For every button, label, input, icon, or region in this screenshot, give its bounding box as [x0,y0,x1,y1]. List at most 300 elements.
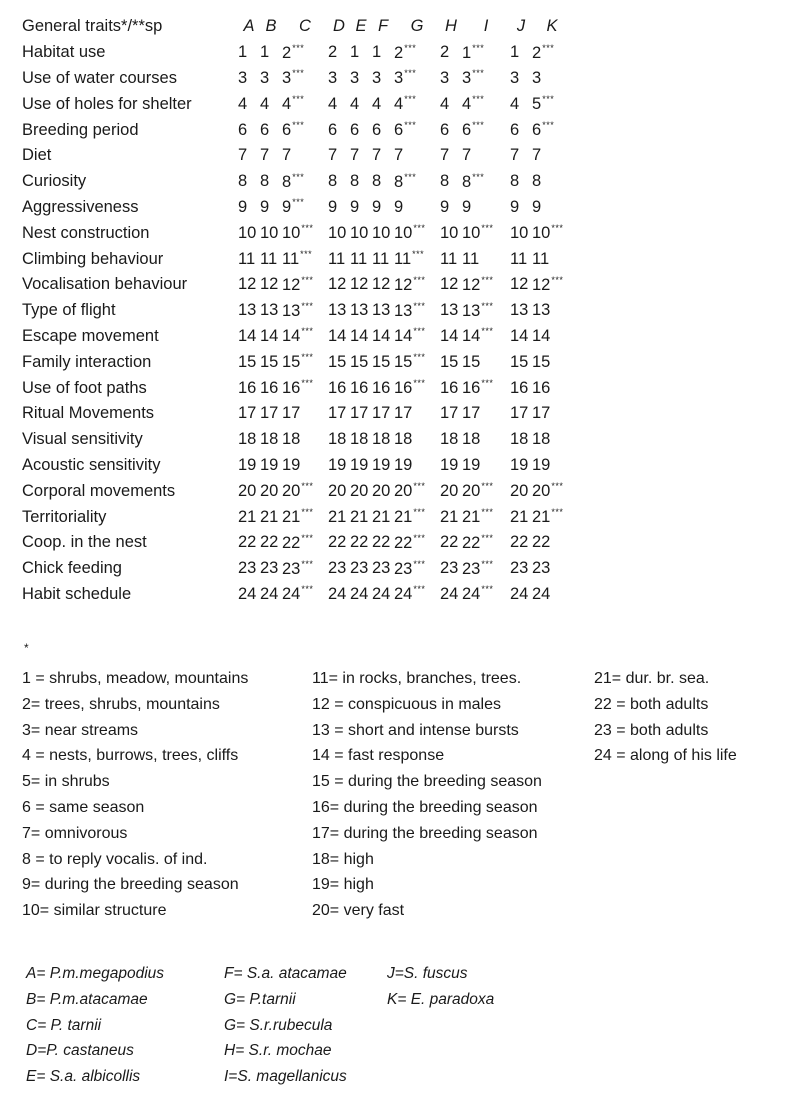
trait-value: 2 [532,43,542,62]
trait-value-cell [440,530,462,556]
trait-value-cell [260,66,282,92]
trait-value: 11 [532,249,550,268]
species-code-header: F [377,17,389,36]
trait-value: 8 [440,172,450,191]
trait-value-cell [372,478,394,504]
species-key-item: B= P.m.atacamae [26,990,148,1008]
trait-value-cell [328,91,350,117]
trait-value: 13 [372,301,391,320]
trait-value: 16 [532,378,551,397]
trait-value: 9 [260,197,270,216]
legend-item: 15 = during the breeding season [312,773,542,791]
trait-value: 13 [350,301,369,320]
trait-value: 6 [282,121,292,140]
trait-value-cell [238,401,260,427]
trait-name: Coop. in the nest [22,533,147,552]
species-code-header: E [355,17,367,36]
legend-column-1 [22,666,248,924]
trait-value: 16 [372,378,391,397]
trait-value-cell [510,220,532,246]
trait-value-cell [394,324,440,350]
trait-value: 7 [282,146,292,165]
trait-value: 23 [440,559,459,578]
trait-value: 14 [260,326,279,345]
significance-marker: *** [413,223,426,234]
legend-item: 11= in rocks, branches, trees. [312,670,522,687]
significance-marker: *** [292,171,305,182]
trait-value: 20 [350,481,369,500]
trait-value: 23 [372,559,391,578]
trait-value: 21 [440,507,459,526]
trait-value-cell [260,375,282,401]
trait-value-cell [282,246,328,272]
trait-value-cell [532,40,572,66]
species-key-item: E= S.a. albicollis [26,1068,141,1086]
trait-value: 8 [532,172,542,191]
trait-value-cell [282,169,328,195]
trait-value: 12 [440,275,459,294]
trait-value: 3 [282,69,292,88]
trait-value: 13 [394,301,413,320]
trait-value-cell [260,91,282,117]
table-row [22,272,572,298]
trait-value: 7 [238,146,248,165]
trait-value: 12 [282,275,301,294]
trait-value-cell [394,556,440,582]
trait-value-cell [350,401,372,427]
trait-value-cell [260,478,282,504]
trait-value: 17 [462,404,481,423]
trait-value-cell [372,246,394,272]
trait-value: 4 [440,94,450,113]
table-row [22,478,572,504]
trait-value: 23 [238,559,257,578]
trait-value-cell [510,91,532,117]
trait-value: 20 [462,482,481,501]
trait-value-cell [238,195,260,221]
trait-value: 5 [532,95,542,114]
trait-value: 15 [462,352,481,371]
trait-value: 9 [532,197,542,216]
trait-value: 19 [394,455,413,474]
table-row [22,66,572,92]
trait-value-cell [462,66,510,92]
trait-value: 14 [350,326,369,345]
species-code-header: B [265,17,277,36]
significance-marker: *** [404,171,417,182]
legend-item: 9= during the breeding season [22,876,239,894]
trait-value: 24 [260,584,279,603]
legend-item: 13 = short and intense bursts [312,721,519,739]
trait-value-cell [372,143,394,169]
trait-value-cell [462,272,510,298]
trait-name: Nest construction [22,223,150,242]
trait-value: 8 [462,172,472,191]
trait-value: 23 [532,559,551,578]
table-row [22,530,572,556]
table-row [22,324,572,350]
trait-value-cell [350,324,372,350]
trait-name: Type of flight [22,301,116,320]
trait-value: 14 [372,326,391,345]
trait-value-cell [260,427,282,453]
trait-value: 13 [260,301,279,320]
trait-value-cell [462,349,510,375]
significance-marker: *** [292,42,305,53]
legend-item: 17= during the breeding season [312,824,538,842]
significance-marker: *** [404,42,417,53]
trait-value-cell [532,478,572,504]
trait-value-cell [238,453,260,479]
trait-value: 8 [372,172,382,191]
species-key-item: G= P.tarnii [224,990,296,1008]
trait-value-cell [238,220,260,246]
trait-name: Use of holes for shelter [22,94,192,113]
trait-value-cell [350,375,372,401]
trait-value: 12 [238,275,257,294]
trait-value: 6 [350,120,360,139]
trait-value-cell [532,220,572,246]
trait-value-cell [260,220,282,246]
trait-value: 7 [440,146,450,165]
table-row [22,220,572,246]
legend-item: 6 = same season [22,798,145,816]
trait-value-cell [532,530,572,556]
trait-value: 13 [328,301,347,320]
trait-value-cell [394,298,440,324]
trait-value-cell [372,556,394,582]
significance-marker: *** [542,94,555,105]
significance-marker: *** [472,171,485,182]
trait-value-cell [462,298,510,324]
trait-value: 23 [260,559,279,578]
trait-value: 19 [462,455,481,474]
trait-value: 6 [440,120,450,139]
trait-name: Escape movement [22,326,159,345]
trait-value-cell [328,40,350,66]
trait-value-cell [282,324,328,350]
trait-value-cell [440,220,462,246]
trait-value: 15 [440,352,459,371]
trait-value: 11 [462,249,480,268]
trait-value-cell [510,401,532,427]
trait-value: 24 [350,584,369,603]
trait-value: 9 [328,197,338,216]
trait-value-cell [282,91,328,117]
trait-value-cell [394,401,440,427]
trait-value-cell [440,556,462,582]
trait-name: Climbing behaviour [22,249,164,268]
species-key-column-1 [26,961,164,1090]
trait-value-cell [510,298,532,324]
significance-marker: *** [481,558,494,569]
trait-value-cell [238,556,260,582]
trait-value: 7 [510,146,520,165]
trait-value: 15 [238,352,257,371]
trait-value-cell [462,220,510,246]
species-code-header: I [483,17,489,36]
trait-value-cell [394,220,440,246]
trait-value-cell [260,324,282,350]
trait-value-cell [440,195,462,221]
trait-value: 1 [462,43,472,62]
significance-marker: *** [551,507,564,518]
trait-value: 24 [394,585,413,604]
trait-value: 8 [328,172,338,191]
trait-value: 9 [350,197,360,216]
trait-value-cell [260,401,282,427]
trait-value-cell [238,117,260,143]
trait-value: 11 [372,249,390,268]
trait-value: 21 [260,507,279,526]
trait-value: 23 [394,559,413,578]
trait-value: 3 [440,68,450,87]
trait-value: 9 [510,197,520,216]
trait-value-cell [532,427,572,453]
table-row [22,427,572,453]
trait-value: 10 [440,223,459,242]
trait-value-cell [532,169,572,195]
significance-marker: *** [551,481,564,492]
trait-value-cell [510,375,532,401]
trait-value: 14 [238,326,257,345]
trait-value-cell [510,427,532,453]
trait-value-cell [260,169,282,195]
trait-value-cell [462,324,510,350]
trait-name: Habitat use [22,43,106,62]
trait-value-cell [372,504,394,530]
species-code-header: K [546,17,558,36]
significance-marker: *** [301,326,314,337]
trait-value-cell [282,556,328,582]
trait-value: 17 [350,404,369,423]
significance-marker: *** [413,300,426,311]
trait-value-cell [282,401,328,427]
significance-marker: *** [481,274,494,285]
trait-value: 23 [462,559,481,578]
trait-name: Breeding period [22,120,139,139]
trait-name: Acoustic sensitivity [22,455,161,474]
general-traits-header: General traits*/**sp [22,17,163,36]
trait-value: 9 [394,197,404,216]
trait-value: 4 [510,94,520,113]
trait-value-cell [462,504,510,530]
trait-value: 15 [282,353,301,372]
species-code-header: C [299,17,311,36]
trait-value: 14 [394,327,413,346]
legend-column-2 [312,666,542,924]
trait-value: 24 [282,585,301,604]
trait-value: 11 [394,250,412,269]
trait-value: 6 [394,121,404,140]
trait-value-cell [532,375,572,401]
trait-name: Use of foot paths [22,378,147,397]
significance-marker: *** [412,249,425,260]
trait-value-cell [350,530,372,556]
significance-marker: *** [472,94,485,105]
trait-value: 17 [372,404,391,423]
trait-value: 11 [282,250,300,269]
significance-marker: *** [301,584,314,595]
trait-value: 1 [260,43,270,62]
significance-marker: *** [472,120,485,131]
trait-name: Territoriality [22,507,107,526]
trait-value-cell [462,530,510,556]
trait-value: 2 [394,43,404,62]
trait-value: 10 [372,223,391,242]
trait-value-cell [238,349,260,375]
significance-marker: *** [404,68,417,79]
trait-value: 24 [532,584,551,603]
trait-value-cell [350,40,372,66]
significance-marker: *** [301,532,314,543]
trait-value-cell [510,195,532,221]
significance-marker: *** [481,378,494,389]
trait-value: 18 [328,430,347,449]
trait-value-cell [282,143,328,169]
trait-value: 20 [532,482,551,501]
trait-value-cell [350,117,372,143]
trait-value: 7 [372,146,382,165]
trait-value-cell [282,453,328,479]
trait-value-cell [462,40,510,66]
trait-value: 17 [440,404,459,423]
significance-marker: *** [292,120,305,131]
trait-value: 24 [462,585,481,604]
trait-value-cell [510,143,532,169]
trait-value-cell [440,453,462,479]
table-row [22,91,572,117]
legend-column-3 [594,666,737,769]
trait-value-cell [328,556,350,582]
trait-value-cell [282,582,328,608]
trait-value-cell [532,272,572,298]
trait-value-cell [238,298,260,324]
trait-value-cell [440,66,462,92]
trait-value-cell [440,349,462,375]
significance-marker: *** [481,507,494,518]
trait-value: 21 [372,507,391,526]
trait-value-cell [238,40,260,66]
species-key-column-3 [387,961,494,1013]
trait-value-cell [372,530,394,556]
trait-value-cell [328,453,350,479]
significance-marker: *** [413,584,426,595]
trait-value: 20 [394,482,413,501]
trait-value: 19 [532,455,551,474]
trait-value: 4 [350,94,360,113]
trait-value-cell [350,427,372,453]
trait-value: 18 [350,430,369,449]
trait-value: 1 [350,43,360,62]
significance-marker: *** [301,223,314,234]
trait-value-cell [510,246,532,272]
trait-value: 3 [394,69,404,88]
trait-value: 18 [462,430,481,449]
trait-value-cell [328,143,350,169]
trait-value: 19 [238,455,257,474]
table-row [22,401,572,427]
legend-item: 1 = shrubs, meadow, mountains [22,670,249,687]
trait-value: 23 [350,559,369,578]
trait-value: 18 [510,430,529,449]
significance-marker: *** [472,42,485,53]
trait-value-cell [238,272,260,298]
trait-value: 18 [372,430,391,449]
trait-value: 24 [238,584,257,603]
trait-value: 9 [282,198,292,217]
trait-value-cell [440,504,462,530]
trait-value: 3 [462,69,472,88]
trait-value: 19 [440,455,459,474]
trait-value: 10 [350,223,369,242]
trait-value-cell [440,91,462,117]
trait-value: 18 [238,430,257,449]
trait-value: 21 [350,507,369,526]
legend-item: 2= trees, shrubs, mountains [22,695,220,713]
trait-value: 8 [260,172,270,191]
trait-value: 11 [328,249,346,268]
trait-value: 7 [532,146,542,165]
trait-value-cell [440,427,462,453]
trait-value-cell [462,169,510,195]
legend-item: 23 = both adults [594,721,709,739]
trait-value: 3 [510,68,520,87]
trait-value: 22 [440,533,459,552]
significance-marker: *** [292,94,305,105]
trait-value: 16 [238,378,257,397]
trait-value-cell [440,40,462,66]
trait-value: 3 [328,68,338,87]
trait-value-cell [350,453,372,479]
trait-value: 12 [394,275,413,294]
trait-value: 10 [532,224,551,243]
trait-value: 8 [238,172,248,191]
table-row [22,246,572,272]
trait-value: 16 [260,378,279,397]
trait-value-cell [282,478,328,504]
trait-value: 14 [440,326,459,345]
significance-marker: *** [472,68,485,79]
trait-value: 15 [350,352,369,371]
legend-item: 24 = along of his life [594,747,737,765]
significance-marker: *** [551,274,564,285]
trait-value-cell [462,453,510,479]
trait-value: 6 [328,120,338,139]
trait-value: 11 [440,249,458,268]
trait-value: 17 [510,404,529,423]
trait-value: 11 [510,249,528,268]
trait-value: 21 [282,508,301,527]
trait-value-cell [394,504,440,530]
table-row [22,556,572,582]
table-row [22,453,572,479]
trait-value-cell [350,556,372,582]
table-row [22,169,572,195]
trait-value-cell [238,504,260,530]
trait-value-cell [260,40,282,66]
trait-value: 20 [328,481,347,500]
trait-value-cell [350,582,372,608]
trait-value: 24 [510,584,529,603]
significance-marker: *** [301,558,314,569]
trait-value: 21 [462,508,481,527]
trait-value-cell [394,143,440,169]
legend-item: 3= near streams [22,721,139,739]
significance-marker: *** [301,507,314,518]
trait-value: 16 [394,379,413,398]
trait-value: 17 [282,404,301,423]
